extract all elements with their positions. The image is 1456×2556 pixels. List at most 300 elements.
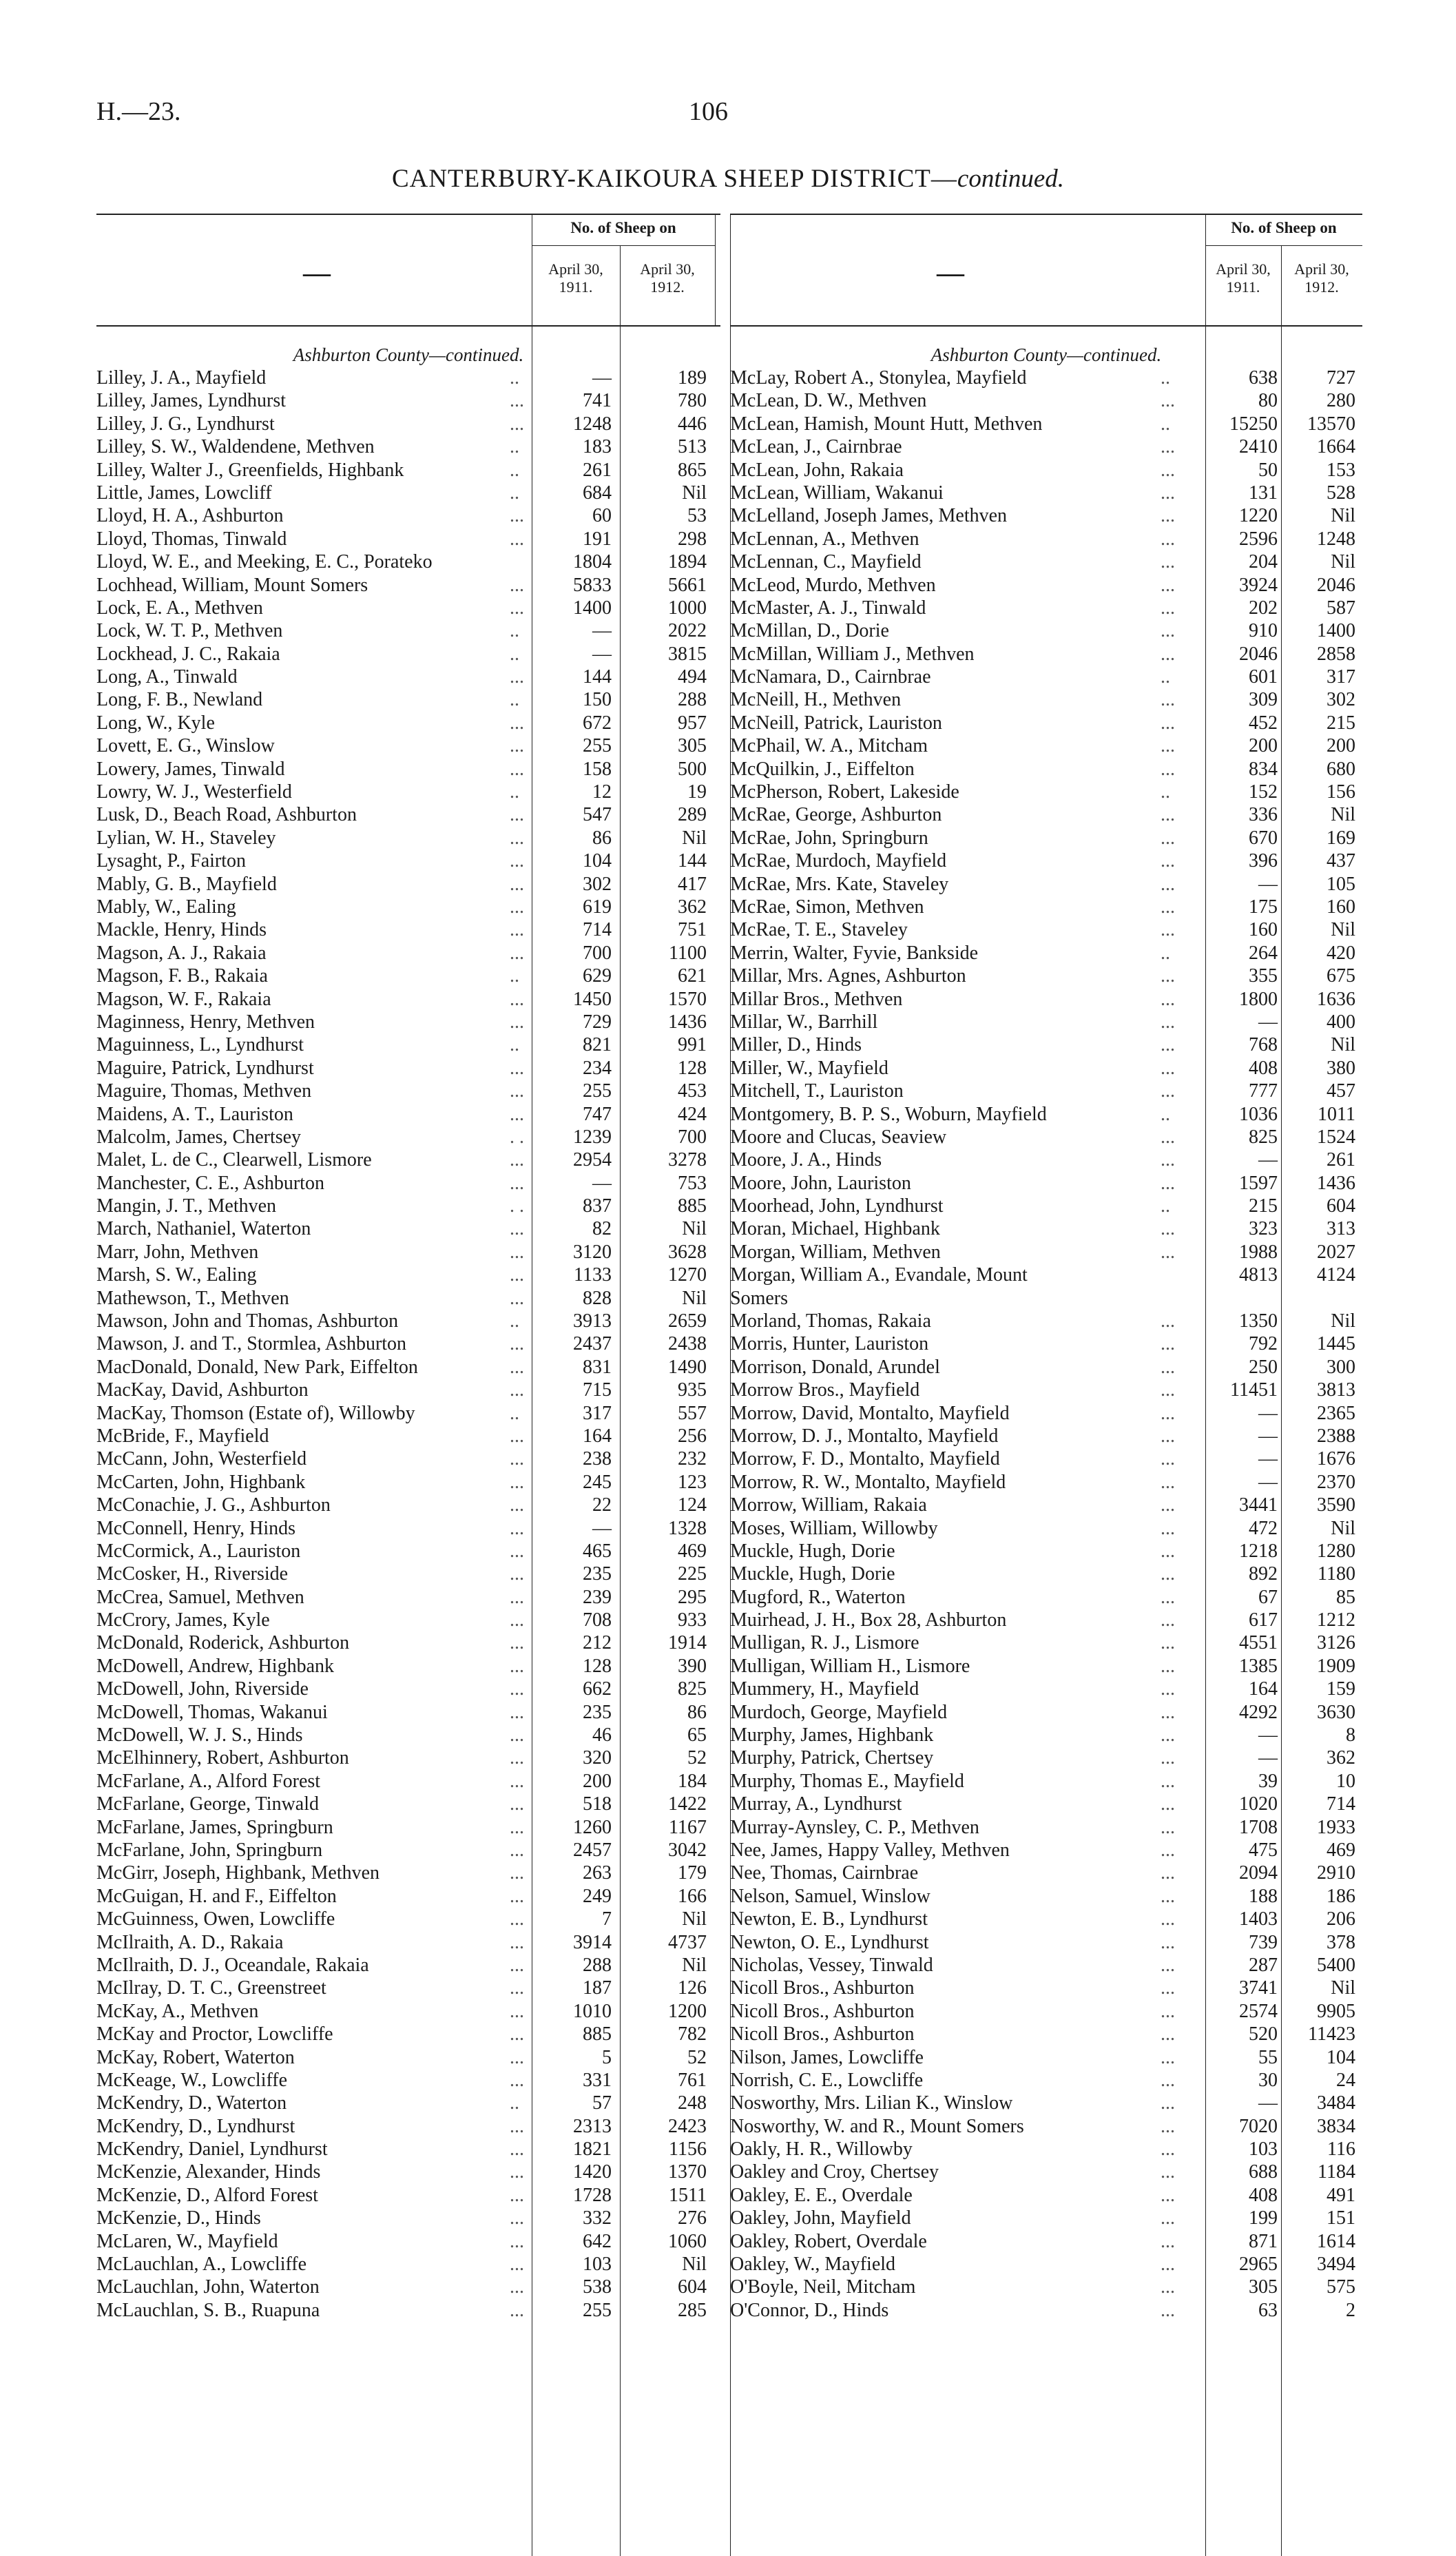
right-rows — [730, 367, 1362, 2322]
owner-name: Moore and Clucas, Seaview — [730, 1126, 947, 1148]
table-row — [730, 550, 1362, 573]
owner-name: Lilley, J. G., Lyndhurst — [96, 413, 275, 435]
sheep-1912: 780 — [678, 390, 707, 412]
leader-dots: ... — [1161, 482, 1175, 504]
owner-name: McElhinnery, Robert, Ashburton — [96, 1747, 349, 1769]
sheep-1911: 910 — [1249, 620, 1278, 642]
leader-dots: ... — [510, 1103, 524, 1125]
owner-name: McLeod, Murdo, Methven — [730, 574, 936, 596]
owner-name: Morrow, David, Montalto, Mayfield — [730, 1402, 1010, 1424]
leader-dots: ... — [1161, 988, 1175, 1010]
table-row — [96, 1103, 720, 1126]
sheep-1912: 289 — [678, 804, 707, 826]
title-continued: continued. — [957, 165, 1065, 193]
sheep-1911: 234 — [583, 1057, 612, 1079]
leader-dots: ... — [510, 1586, 524, 1608]
sheep-1911: 22 — [592, 1494, 612, 1516]
table-row — [96, 389, 720, 412]
sheep-1911: — — [592, 1517, 612, 1539]
sheep-1912: Nil — [682, 1908, 707, 1930]
sheep-1911: 672 — [583, 712, 612, 734]
leader-dots: .. — [510, 2092, 519, 2114]
table-row — [730, 896, 1362, 918]
leader-dots: ... — [1161, 597, 1175, 619]
sheep-1912: 159 — [1327, 1678, 1355, 1700]
table-row — [96, 827, 720, 849]
leader-dots: ... — [1161, 436, 1175, 458]
table-row — [96, 965, 720, 987]
sheep-1911: 4292 — [1239, 1701, 1278, 1723]
sheep-1911: 2954 — [573, 1149, 612, 1171]
sheep-1911: 1239 — [573, 1126, 612, 1148]
table-row — [96, 1586, 720, 1609]
table-row — [730, 1908, 1362, 1930]
leader-dots: .. — [510, 1310, 519, 1332]
leader-dots: ... — [510, 1885, 524, 1907]
owner-name: McCosker, H., Riverside — [96, 1563, 289, 1585]
owner-name: Maguinness, L., Lyndhurst — [96, 1034, 304, 1056]
table-row — [96, 758, 720, 781]
owner-name: Moore, J. A., Hinds — [730, 1149, 882, 1171]
sheep-1911: 86 — [592, 827, 612, 849]
sheep-1912: 446 — [678, 413, 707, 435]
leader-dots: ... — [1161, 1563, 1175, 1585]
owner-name: O'Boyle, Neil, Mitcham — [730, 2276, 916, 2298]
sheep-1911: 63 — [1258, 2299, 1278, 2321]
leader-dots: ... — [1161, 2161, 1175, 2183]
sheep-1911: 288 — [583, 1954, 612, 1976]
owner-name: McLauchlan, S. B., Ruapuna — [96, 2299, 320, 2321]
owner-name: Lowery, James, Tinwald — [96, 758, 285, 780]
owner-name: Murdoch, George, Mayfield — [730, 1701, 948, 1723]
owner-name: McRae, John, Springburn — [730, 827, 928, 849]
sheep-1911: 30 — [1258, 2069, 1278, 2091]
table-row — [730, 2299, 1362, 2322]
leader-dots: .. — [510, 436, 519, 458]
sheep-1912: 675 — [1327, 965, 1355, 987]
leader-dots: ... — [510, 2254, 524, 2276]
table-row — [96, 1746, 720, 1769]
owner-name: Little, James, Lowcliff — [96, 482, 272, 504]
table-row — [730, 1885, 1362, 1908]
owner-name: McFarlane, A., Alford Forest — [96, 1770, 321, 1792]
sheep-1911: 355 — [1249, 965, 1278, 987]
owner-name: McIlraith, A. D., Rakaia — [96, 1931, 284, 1953]
table-row — [96, 2000, 720, 2023]
owner-name: Nilson, James, Lowcliffe — [730, 2046, 924, 2068]
sheep-1912: 2027 — [1317, 1241, 1355, 1263]
sheep-1912: 1570 — [668, 988, 707, 1010]
owner-name: Morrow Bros., Mayfield — [730, 1379, 920, 1401]
leader-dots: ... — [1161, 2023, 1175, 2045]
leader-dots: ... — [1161, 712, 1175, 734]
owner-name: Mulligan, William H., Lismore — [730, 1655, 970, 1677]
header-group: No. of Sheep on — [1231, 219, 1337, 236]
sheep-1911: 642 — [583, 2230, 612, 2252]
header-dash: — — [303, 257, 331, 288]
table-row — [96, 482, 720, 504]
sheep-1911: 238 — [583, 1448, 612, 1470]
table-row — [96, 849, 720, 872]
sheep-1911: — — [592, 620, 612, 642]
sheep-1912: 782 — [678, 2023, 707, 2045]
sheep-1911: 2313 — [573, 2115, 612, 2137]
sheep-1911: 601 — [1249, 666, 1278, 688]
sheep-1912: 1894 — [668, 551, 707, 573]
sheep-1912: 680 — [1327, 758, 1355, 780]
sheep-1912: 1270 — [668, 1264, 707, 1286]
sheep-1911: 2437 — [573, 1333, 612, 1355]
sheep-1912: 424 — [678, 1103, 707, 1125]
owner-name: McCormick, A., Lauriston — [96, 1540, 301, 1562]
table-row — [730, 504, 1362, 527]
table-row — [730, 574, 1362, 597]
owner-name: McDonald, Roderick, Ashburton — [96, 1632, 350, 1654]
table-row — [96, 2161, 720, 2183]
table-row — [730, 2207, 1362, 2229]
table-row — [96, 1931, 720, 1954]
leader-dots: ... — [1161, 1885, 1175, 1907]
sheep-1911: 150 — [583, 689, 612, 711]
table-row — [730, 1655, 1362, 1678]
sheep-1912: 3042 — [668, 1839, 707, 1861]
leader-dots: ... — [1161, 1448, 1175, 1470]
leader-dots: ... — [1161, 528, 1175, 550]
table-row — [96, 1033, 720, 1056]
table-row — [730, 1332, 1362, 1355]
sheep-1912: 298 — [678, 528, 707, 550]
sheep-1912: 1184 — [1318, 2161, 1355, 2183]
sheep-1912: 1011 — [1318, 1103, 1355, 1125]
sheep-1911: 287 — [1249, 1954, 1278, 1976]
sheep-1912: 248 — [678, 2092, 707, 2114]
owner-name: McCarten, John, Highbank — [96, 1471, 306, 1493]
table-row — [96, 803, 720, 826]
sheep-1911: 188 — [1249, 1885, 1278, 1907]
table-row — [730, 1494, 1362, 1516]
sheep-1912: 825 — [678, 1678, 707, 1700]
owner-name: Lilley, J. A., Mayfield — [96, 367, 267, 389]
leader-dots: .. — [510, 620, 519, 642]
leader-dots: . . — [510, 1126, 524, 1148]
table-row — [730, 435, 1362, 458]
table-row — [96, 1057, 720, 1080]
sheep-1912: 362 — [678, 896, 707, 918]
table-row — [96, 1609, 720, 1631]
leader-dots: ... — [1161, 1586, 1175, 1608]
table-row — [96, 1264, 720, 1286]
table-row — [730, 1586, 1362, 1609]
owner-name: Newton, E. B., Lyndhurst — [730, 1908, 928, 1930]
sheep-1912: 3590 — [1317, 1494, 1355, 1516]
table-row — [730, 2115, 1362, 2138]
owner-name: Maguire, Patrick, Lyndhurst — [96, 1057, 314, 1079]
leader-dots: ... — [510, 2023, 524, 2045]
leader-dots: ... — [510, 1471, 524, 1493]
table-row — [96, 1954, 720, 1977]
table-row — [96, 1379, 720, 1401]
sheep-1911: — — [592, 1172, 612, 1194]
owner-name: McMaster, A. J., Tinwald — [730, 597, 926, 619]
sheep-1912: 4124 — [1317, 1264, 1355, 1286]
sheep-1911: 715 — [583, 1379, 612, 1401]
table-row — [96, 1080, 720, 1102]
table-row — [730, 1241, 1362, 1264]
sheep-1911: 4813 — [1239, 1264, 1278, 1286]
sheep-1911: 67 — [1258, 1586, 1278, 1608]
leader-dots: ... — [510, 1839, 524, 1861]
sheep-1912: 557 — [678, 1402, 707, 1424]
sheep-1912: Nil — [682, 1287, 707, 1309]
table-row — [730, 918, 1362, 941]
table-row — [730, 1402, 1362, 1425]
sheep-1911: 828 — [583, 1287, 612, 1309]
table-row — [96, 2115, 720, 2138]
leader-dots: ... — [1161, 1908, 1175, 1930]
leader-dots: ... — [1161, 873, 1175, 895]
sheep-1912: 2438 — [668, 1333, 707, 1355]
leader-dots: ... — [510, 1494, 524, 1516]
leader-dots: ... — [1161, 850, 1175, 872]
table-row — [96, 643, 720, 666]
owner-name: McLean, D. W., Methven — [730, 390, 927, 412]
leader-dots: ... — [510, 1655, 524, 1677]
leader-dots: ... — [1161, 2092, 1175, 2114]
sheep-1912: 124 — [678, 1494, 707, 1516]
sheep-1912: 469 — [1327, 1839, 1355, 1861]
sheep-1911: 103 — [1249, 2138, 1278, 2161]
leader-dots: ... — [1161, 1149, 1175, 1171]
leader-dots: .. — [510, 689, 519, 711]
table-row — [96, 1678, 720, 1700]
owner-name: Morrow, F. D., Montalto, Mayfield — [730, 1448, 1000, 1470]
owner-name: Nicoll Bros., Ashburton — [730, 2000, 915, 2022]
sheep-1912: 19 — [687, 781, 707, 803]
leader-dots: ... — [1161, 1126, 1175, 1148]
owner-name: McRae, Murdoch, Mayfield — [730, 850, 947, 872]
leader-dots: ... — [1161, 758, 1175, 780]
sheep-1911: 1260 — [573, 1816, 612, 1838]
leader-dots: .. — [1161, 781, 1170, 803]
leader-dots: .. — [510, 781, 519, 803]
sheep-1912: 1914 — [668, 1632, 707, 1654]
sheep-1912: 13570 — [1307, 413, 1355, 435]
sheep-1911: 309 — [1249, 689, 1278, 711]
table-row — [730, 988, 1362, 1011]
owner-name: Mangin, J. T., Methven — [96, 1195, 277, 1217]
sheep-1911: — — [1258, 1448, 1278, 1470]
sheep-1912: 1370 — [668, 2161, 707, 2183]
table-row — [730, 688, 1362, 711]
sheep-1912: Nil — [1331, 1977, 1355, 1999]
sheep-1911: 7 — [602, 1908, 612, 1930]
sheep-1912: Nil — [682, 1218, 707, 1240]
sheep-1911: 1220 — [1239, 505, 1278, 527]
owner-name: McRae, Mrs. Kate, Staveley — [730, 873, 949, 895]
table-row — [96, 619, 720, 642]
sheep-1912: 621 — [678, 965, 707, 987]
table-row — [96, 528, 720, 550]
sheep-1911: 729 — [583, 1011, 612, 1033]
owner-name: Lilley, S. W., Waldendene, Methven — [96, 436, 375, 458]
leader-dots: ... — [1161, 1678, 1175, 1700]
table-row — [730, 1631, 1362, 1654]
owner-name: Marsh, S. W., Ealing — [96, 1264, 257, 1286]
header-col-1911: April 30, 1911. — [548, 260, 603, 296]
sheep-1911: 1133 — [574, 1264, 612, 1286]
table-row — [96, 1770, 720, 1793]
table-row — [730, 2253, 1362, 2276]
sheep-1912: 86 — [687, 1701, 707, 1723]
sheep-1911: 128 — [583, 1655, 612, 1677]
sheep-1911: — — [1258, 1724, 1278, 1746]
leader-dots: ... — [1161, 505, 1175, 527]
sheep-1911: 200 — [583, 1770, 612, 1792]
leader-dots: ... — [510, 666, 524, 688]
table-row — [730, 1701, 1362, 1724]
table-row — [96, 1839, 720, 1862]
sheep-1912: 2388 — [1317, 1425, 1355, 1447]
table-row — [96, 2138, 720, 2161]
owner-name: McDowell, Andrew, Highbank — [96, 1655, 335, 1677]
owner-name: McLauchlan, A., Lowcliffe — [96, 2254, 307, 2276]
leader-dots: ... — [1161, 1724, 1175, 1746]
sheep-1912: 215 — [1327, 712, 1355, 734]
sheep-1911: 834 — [1249, 758, 1278, 780]
sheep-1911: 885 — [583, 2023, 612, 2045]
leader-dots: ... — [510, 1632, 524, 1654]
owner-name: Somers — [730, 1287, 788, 1309]
leader-dots: ... — [510, 1149, 524, 1171]
sheep-1912: 1100 — [669, 942, 707, 964]
table-row — [730, 1816, 1362, 1839]
table-row — [96, 1332, 720, 1355]
owner-name: McKay, A., Methven — [96, 2000, 259, 2022]
sheep-1912: 2910 — [1317, 1862, 1355, 1884]
sheep-1911: 60 — [592, 505, 612, 527]
table-row — [96, 1172, 720, 1195]
sheep-1912: 1280 — [1317, 1540, 1355, 1562]
sheep-1911: 1403 — [1239, 1908, 1278, 1930]
sheep-1912: Nil — [682, 2254, 707, 2276]
sheep-1912: 10 — [1336, 1770, 1355, 1792]
owner-name: Muckle, Hugh, Dorie — [730, 1540, 895, 1562]
sheep-1911: 688 — [1249, 2161, 1278, 2183]
owner-name: McDowell, Thomas, Wakanui — [96, 1701, 328, 1723]
leader-dots: .. — [510, 367, 519, 389]
leader-dots: ... — [1161, 1172, 1175, 1194]
table-row — [730, 1264, 1362, 1286]
sheep-1912: 11423 — [1308, 2023, 1355, 2045]
sheep-1912: 3813 — [1317, 1379, 1355, 1401]
sheep-1911: 199 — [1249, 2207, 1278, 2229]
table-row — [96, 1126, 720, 1148]
sheep-1911: 2046 — [1239, 643, 1278, 665]
table-row — [730, 619, 1362, 642]
owner-name: Norrish, C. E., Lowcliffe — [730, 2069, 924, 2091]
owner-name: McKenzie, D., Hinds — [96, 2207, 261, 2229]
header-col-1911: April 30, 1911. — [1216, 260, 1271, 296]
sheep-1912: Nil — [682, 482, 707, 504]
owner-name: McPherson, Robert, Lakeside — [730, 781, 959, 803]
sheep-1911: 82 — [592, 1218, 612, 1240]
sheep-1912: 156 — [1327, 781, 1355, 803]
sheep-1911: 164 — [583, 1425, 612, 1447]
owner-name: Murphy, Thomas E., Mayfield — [730, 1770, 964, 1792]
owner-name: Mulligan, R. J., Lismore — [730, 1632, 919, 1654]
sheep-1912: 276 — [678, 2207, 707, 2229]
leader-dots: ... — [1161, 1471, 1175, 1493]
owner-name: Marr, John, Methven — [96, 1241, 259, 1263]
sheep-1911: 741 — [583, 390, 612, 412]
leader-dots: ... — [1161, 390, 1175, 412]
sheep-1912: 453 — [678, 1080, 707, 1102]
sheep-1911: 2596 — [1239, 528, 1278, 550]
leader-dots: ... — [510, 413, 524, 435]
sheep-1911: 235 — [583, 1701, 612, 1723]
sheep-1911: — — [1258, 1011, 1278, 1033]
sheep-1911: 768 — [1249, 1034, 1278, 1056]
sheep-1911: 200 — [1249, 735, 1278, 757]
table-row — [730, 2184, 1362, 2207]
sheep-1911: 396 — [1249, 850, 1278, 872]
sheep-1911: 662 — [583, 1678, 612, 1700]
table-row — [730, 1471, 1362, 1494]
sheep-1912: 105 — [1327, 873, 1355, 895]
sheep-1911: 255 — [583, 2299, 612, 2321]
owner-name: Nosworthy, Mrs. Lilian K., Winslow — [730, 2092, 1013, 2114]
table-row — [96, 2023, 720, 2045]
leader-dots: ... — [1161, 1241, 1175, 1263]
leader-dots: ... — [510, 528, 524, 550]
sheep-1911: 1036 — [1239, 1103, 1278, 1125]
table-row — [730, 1563, 1362, 1585]
sheep-1911: — — [1258, 1149, 1278, 1171]
table-row — [730, 1080, 1362, 1102]
leader-dots: ... — [510, 712, 524, 734]
leader-dots: ... — [1161, 1954, 1175, 1976]
table-row — [730, 1793, 1362, 1815]
owner-name: McConachie, J. G., Ashburton — [96, 1494, 331, 1516]
leader-dots: ... — [510, 2046, 524, 2068]
sheep-1911: 55 — [1258, 2046, 1278, 2068]
sheep-1912: 1524 — [1317, 1126, 1355, 1148]
owner-name: Oakley, Robert, Overdale — [730, 2230, 927, 2252]
sheep-1912: 1676 — [1317, 1448, 1355, 1470]
sheep-1911: 619 — [583, 896, 612, 918]
sheep-1912: 305 — [678, 735, 707, 757]
sheep-1912: 166 — [678, 1885, 707, 1907]
leader-dots: ... — [1161, 965, 1175, 987]
sheep-1911: — — [1258, 1425, 1278, 1447]
leader-dots: ... — [510, 1724, 524, 1746]
leader-dots: ... — [510, 1770, 524, 1792]
table-row — [730, 1770, 1362, 1793]
leader-dots: .. — [1161, 666, 1170, 688]
table-row — [730, 803, 1362, 826]
owner-name: Malet, L. de C., Clearwell, Lismore — [96, 1149, 372, 1171]
sheep-1911: 2574 — [1239, 2000, 1278, 2022]
sheep-1912: 317 — [1327, 666, 1355, 688]
sheep-1911: 1020 — [1239, 1793, 1278, 1815]
leader-dots: ... — [510, 988, 524, 1010]
leader-dots: ... — [1161, 1793, 1175, 1815]
left-table — [96, 214, 720, 2322]
sheep-1912: 1156 — [669, 2138, 707, 2161]
owner-name: McKay, Robert, Waterton — [96, 2046, 295, 2068]
sheep-1912: 3628 — [668, 1241, 707, 1263]
owner-name: McDowell, John, Riverside — [96, 1678, 309, 1700]
